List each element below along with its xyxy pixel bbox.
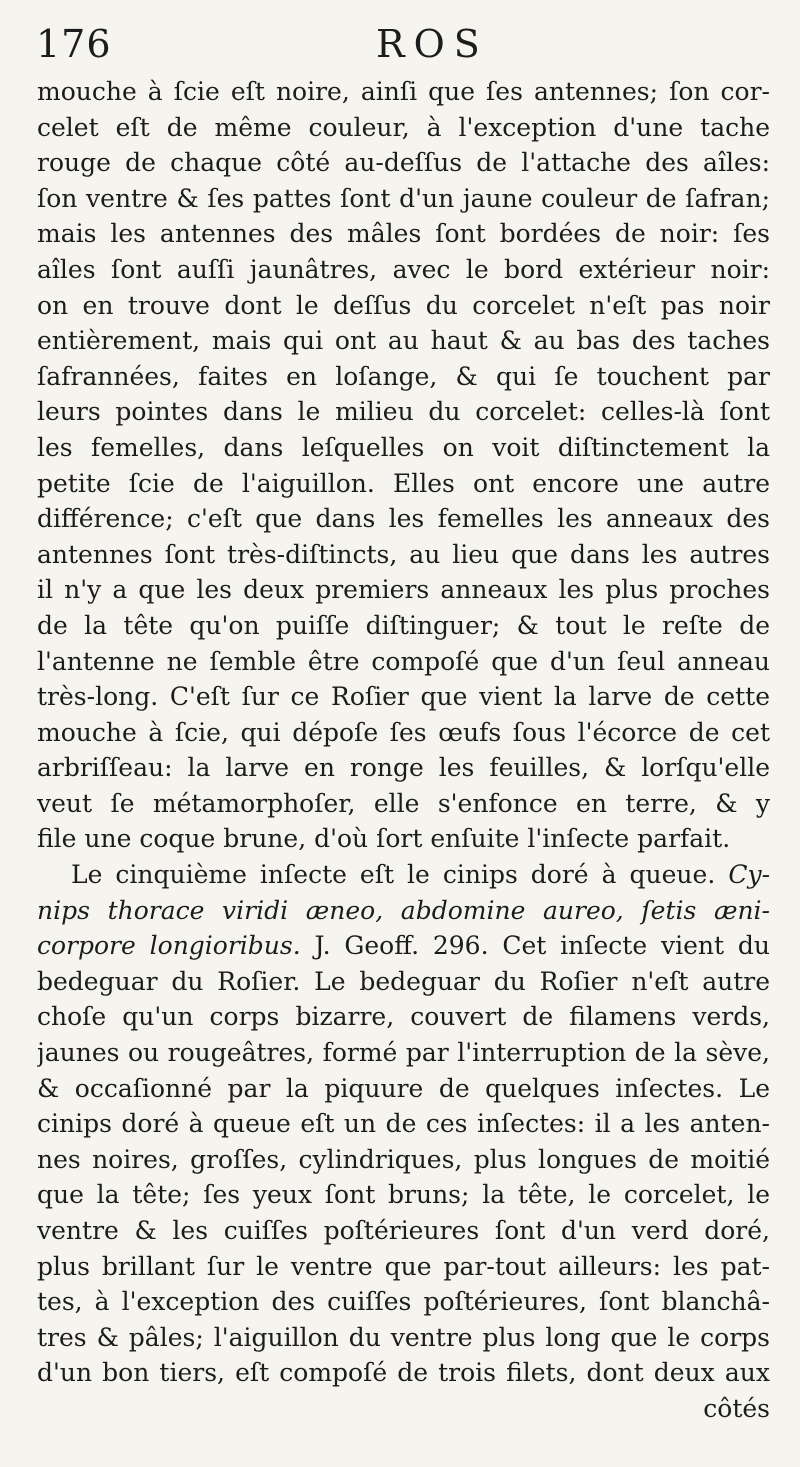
text-line-26: bedeguar du Roſier. Le bedeguar du Roſier n'eſt autre xyxy=(37,966,770,996)
text-line-31: nes noires, groſſes, cylindriques, plus longues de moitié xyxy=(37,1144,770,1174)
text-line-21: veut ſe métamorphoſer, elle s'enfonce en terre, & y xyxy=(37,788,770,818)
text-line-36: tres & pâles; l'aiguillon du ventre plus long que le corps xyxy=(37,1322,770,1352)
text-line-34: plus brillant ſur le ventre que par-tout ailleurs: les pat- xyxy=(37,1251,770,1281)
text-line-23 xyxy=(37,857,770,893)
text-line-28: jaunes ou rougeâtres, formé par l'interruption de la sève, xyxy=(37,1038,770,1068)
text-line-24: nips thorace viridi æneo, abdomine aureo, ſetis æni- xyxy=(37,895,770,925)
text-line-12: petite ſcie de l'aiguillon. Elles ont encore une autre xyxy=(37,468,770,498)
line-25-roman: J. Geoff. 296. Cet inſecte vient du xyxy=(314,931,770,961)
text-line-4: ſon ventre & ſes pattes ſont d'un jaune couleur de ſafran; xyxy=(37,183,770,213)
text-line-11: les femelles, dans leſquelles on voit diſtinctement la xyxy=(37,432,770,462)
text-line-30: cinips doré à queue eſt un de ces inſectes: il a les anten- xyxy=(37,1109,770,1139)
running-head: ROS xyxy=(376,22,489,66)
body-text xyxy=(37,74,770,1427)
text-line-10: leurs pointes dans le milieu du corcelet: celles-là ſont xyxy=(37,397,770,427)
text-line-29: & occaſionné par la piquure de quelques inſectes. Le xyxy=(37,1073,770,1103)
text-line-9: ſafrannées, faites en loſange, & qui ſe touchent par xyxy=(37,361,770,391)
text-line-22: file une coque brune, d'où ſort enſuite l'inſecte parfait. xyxy=(37,824,731,854)
text-line-13: différence; c'eſt que dans les femelles les anneaux des xyxy=(37,504,770,534)
catchword: côtés xyxy=(703,1393,770,1423)
text-line-5: mais les antennes des mâles ſont bordées de noir: ſes xyxy=(37,219,770,249)
text-line-25 xyxy=(37,928,770,964)
text-line-16: de la tête qu'on puiſſe diſtinguer; & tout le reſte de xyxy=(37,610,770,640)
text-line-7: on en trouve dont le deſſus du corcelet n'eſt pas noir xyxy=(37,290,770,320)
page-number: 176 xyxy=(36,22,112,66)
text-line-17: l'antenne ne ſemble être compoſé que d'un ſeul anneau xyxy=(37,646,770,676)
text-line-27: choſe qu'un corps bizarre, couvert de filamens verds, xyxy=(37,1002,770,1032)
text-line-18: très-long. C'eſt ſur ce Roſier que vient la larve de cette xyxy=(37,682,770,712)
text-line-20: arbriſſeau: la larve en ronge les feuilles, & lorſqu'elle xyxy=(37,753,770,783)
text-line-8: entièrement, mais qui ont au haut & au bas des taches xyxy=(37,326,770,356)
text-line-32: que la tête; ſes yeux ſont bruns; la tête, le corcelet, le xyxy=(37,1180,770,1210)
line-23-roman: Le cinquième inſecte eſt le cinips doré à queue. xyxy=(71,860,716,890)
text-line-35: tes, à l'exception des cuiſſes poſtérieures, ſont blanchâ- xyxy=(37,1287,770,1317)
text-line-33: ventre & les cuiſſes poſtérieures ſont d'un verd doré, xyxy=(37,1216,770,1245)
text-line-14: antennes ſont très-diſtincts, au lieu que dans les autres xyxy=(37,539,770,569)
text-line-6: aîles ſont auſſi jaunâtres, avec le bord extérieur noir: xyxy=(37,254,770,284)
line-23-italic: Cy- xyxy=(728,860,770,890)
text-line-1: mouche à ſcie eſt noire, ainſi que ſes antennes; ſon cor- xyxy=(37,77,770,106)
page-header xyxy=(36,22,776,72)
text-line-2: celet eſt de même couleur, à l'exception d'une tache xyxy=(37,112,770,142)
text-line-19: mouche à ſcie, qui dépoſe ſes œufs ſous l'écorce de cet xyxy=(37,717,770,747)
text-line-37: d'un bon tiers, eſt compoſé de trois filets, dont deux aux xyxy=(37,1358,770,1388)
text-line-15: il n'y a que les deux premiers anneaux les plus proches xyxy=(37,575,770,605)
line-25-italic: corpore longioribus. xyxy=(37,931,301,961)
text-line-3: rouge de chaque côté au-deſſus de l'attache des aîles: xyxy=(37,148,770,178)
